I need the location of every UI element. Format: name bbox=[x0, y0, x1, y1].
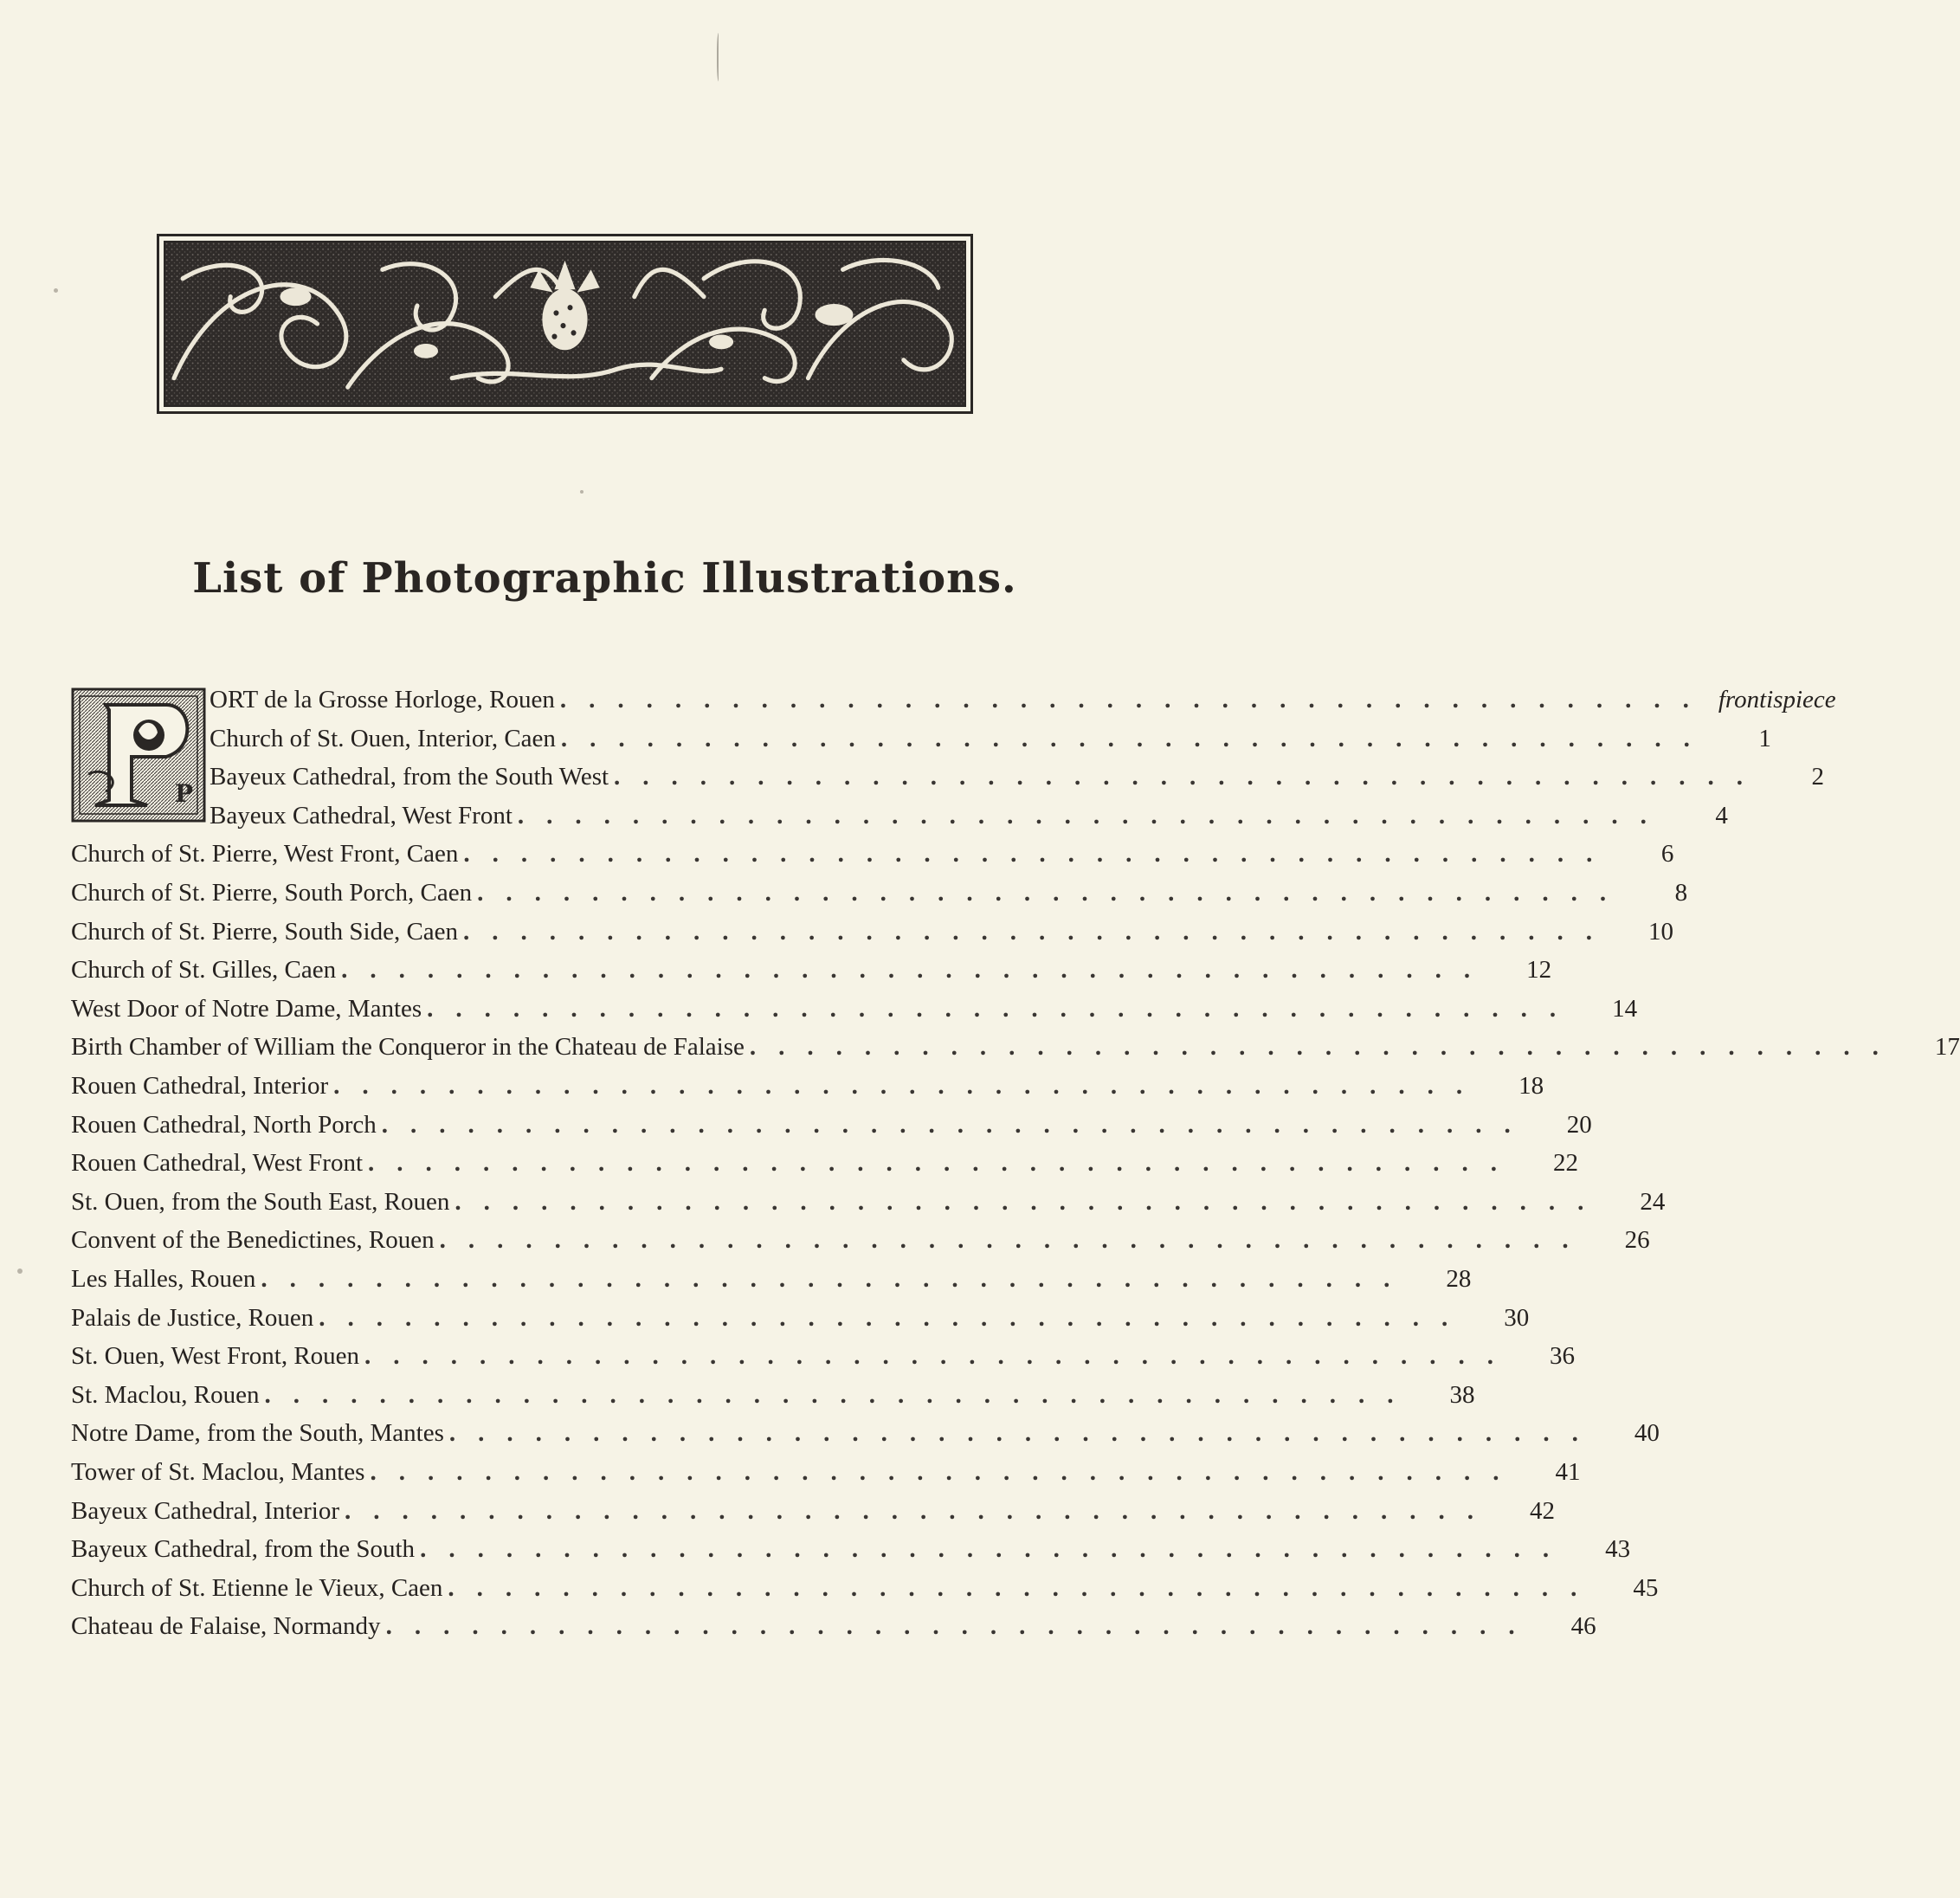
entry-page-number: 41 bbox=[1555, 1458, 1581, 1486]
entry-page-number: 6 bbox=[1660, 840, 1674, 868]
dot-leader: ........................................ bbox=[517, 802, 1669, 830]
list-item bbox=[71, 1571, 1659, 1605]
entry-page-number: 14 bbox=[1612, 995, 1638, 1023]
entry-title: West Door of Notre Dame, Mantes bbox=[71, 995, 422, 1023]
entry-page-number: 46 bbox=[1570, 1612, 1596, 1640]
list-item bbox=[71, 1146, 1579, 1180]
list-item bbox=[71, 991, 1638, 1026]
paper-speck bbox=[17, 1269, 23, 1274]
dot-leader: ........................................ bbox=[264, 1381, 1416, 1409]
dot-leader: ........................................ bbox=[448, 1574, 1600, 1602]
entry-title: Church of St. Pierre, South Porch, Caen bbox=[71, 879, 473, 907]
entry-title: Church of St. Gilles, Caen bbox=[71, 956, 337, 984]
dot-leader: ........................................ bbox=[439, 1226, 1591, 1254]
list-item bbox=[71, 1455, 1581, 1489]
dot-leader: ........................................ bbox=[261, 1265, 1413, 1293]
list-item bbox=[210, 798, 1728, 833]
dot-leader: ........................................ bbox=[345, 1497, 1497, 1525]
entry-page-number: 8 bbox=[1674, 879, 1688, 907]
list-item bbox=[71, 1068, 1544, 1103]
list-item bbox=[71, 1185, 1666, 1219]
dot-leader: ........................................ bbox=[341, 956, 1493, 984]
entry-page-number: 22 bbox=[1553, 1149, 1579, 1177]
entry-page-number: 36 bbox=[1550, 1342, 1576, 1370]
entry-title: Rouen Cathedral, North Porch bbox=[71, 1111, 377, 1139]
entry-title: Church of St. Pierre, South Side, Caen bbox=[71, 918, 459, 946]
entry-title: Church of St. Pierre, West Front, Caen bbox=[71, 840, 459, 868]
entry-title: Birth Chamber of William the Conqueror in the Chateau de Falaise bbox=[71, 1033, 745, 1061]
entry-page-number: 45 bbox=[1633, 1574, 1659, 1602]
entry-title: Bayeux Cathedral, from the South bbox=[71, 1535, 416, 1563]
dot-leader: ........................................ bbox=[455, 1188, 1607, 1216]
entry-page-number: 2 bbox=[1811, 763, 1825, 791]
list-item bbox=[71, 1262, 1472, 1296]
entry-title: Les Halles, Rouen bbox=[71, 1265, 256, 1293]
entry-title: Bayeux Cathedral, from the South West bbox=[210, 763, 609, 791]
entry-title: Church of St. Etienne le Vieux, Caen bbox=[71, 1574, 443, 1602]
entry-page-number: 17 bbox=[1934, 1033, 1960, 1061]
entry-page-number: 38 bbox=[1449, 1381, 1475, 1409]
list-item bbox=[71, 1107, 1592, 1142]
list-item bbox=[71, 1609, 1596, 1643]
list-item bbox=[71, 836, 1674, 871]
entry-title: Rouen Cathedral, West Front bbox=[71, 1149, 364, 1177]
dot-leader: ........................................ bbox=[614, 763, 1766, 791]
entry-page-number: 28 bbox=[1446, 1265, 1472, 1293]
entry-title: St. Maclou, Rouen bbox=[71, 1381, 260, 1409]
entry-page-number: frontispiece bbox=[1718, 686, 1836, 713]
entry-title: St. Ouen, West Front, Rouen bbox=[71, 1342, 360, 1370]
dot-leader: ........................................ bbox=[448, 1419, 1601, 1447]
pencil-mark bbox=[717, 33, 721, 81]
dot-leader: ........................................ bbox=[364, 1342, 1517, 1370]
entry-page-number: 40 bbox=[1634, 1419, 1660, 1447]
list-item bbox=[71, 1532, 1631, 1566]
entry-page-number: 20 bbox=[1566, 1111, 1592, 1139]
entry-page-number: 4 bbox=[1715, 802, 1728, 830]
entry-page-number: 43 bbox=[1605, 1535, 1631, 1563]
drop-cap-letter: P bbox=[175, 779, 194, 808]
paper-speck bbox=[54, 288, 58, 293]
dot-leader: ........................................ bbox=[370, 1458, 1522, 1486]
dot-leader: ........................................ bbox=[749, 1033, 1901, 1061]
entry-title: Church of St. Ouen, Interior, Caen bbox=[210, 725, 556, 752]
list-item bbox=[71, 914, 1674, 949]
entry-title: ORT de la Grosse Horloge, Rouen bbox=[210, 686, 555, 713]
entry-title: Tower of St. Maclou, Mantes bbox=[71, 1458, 365, 1486]
dot-leader: ........................................ bbox=[463, 840, 1615, 868]
list-item bbox=[210, 759, 1825, 794]
entry-title: Bayeux Cathedral, Interior bbox=[71, 1497, 340, 1525]
entry-title: Chateau de Falaise, Normandy bbox=[71, 1612, 381, 1640]
entry-page-number: 30 bbox=[1504, 1304, 1530, 1332]
entry-title: Notre Dame, from the South, Mantes bbox=[71, 1419, 444, 1447]
list-item bbox=[71, 1378, 1475, 1412]
dot-leader: ........................................ bbox=[381, 1111, 1533, 1139]
list-item bbox=[71, 952, 1552, 987]
list-item bbox=[71, 1223, 1650, 1257]
entry-title: Rouen Cathedral, Interior bbox=[71, 1072, 329, 1100]
dot-leader: ........................................ bbox=[385, 1612, 1538, 1640]
entry-page-number: 42 bbox=[1530, 1497, 1556, 1525]
entry-page-number: 26 bbox=[1624, 1226, 1650, 1254]
list-item bbox=[71, 875, 1688, 910]
dot-leader: ........................................ bbox=[427, 995, 1579, 1023]
drop-cap bbox=[71, 688, 206, 823]
dot-leader: ........................................ bbox=[368, 1149, 1520, 1177]
dot-leader: ........................................ bbox=[420, 1535, 1572, 1563]
list-item bbox=[71, 1030, 1960, 1064]
dot-leader: ........................................ bbox=[319, 1304, 1471, 1332]
entry-title: Palais de Justice, Rouen bbox=[71, 1304, 314, 1332]
entry-page-number: 18 bbox=[1518, 1072, 1544, 1100]
list-item bbox=[71, 1416, 1660, 1450]
dot-leader: ........................................ bbox=[560, 725, 1712, 752]
entry-page-number: 10 bbox=[1648, 918, 1674, 946]
foliage-ornament-icon bbox=[165, 242, 964, 405]
list-item bbox=[71, 1301, 1530, 1335]
ornamental-headpiece bbox=[157, 234, 973, 414]
list-item bbox=[71, 1494, 1556, 1528]
dot-leader: ........................................ bbox=[333, 1072, 1486, 1100]
page-title: List of Photographic Illustrations. bbox=[192, 554, 1017, 603]
decorated-initial-icon bbox=[71, 688, 206, 823]
list-item bbox=[210, 682, 1836, 717]
paper-speck bbox=[580, 490, 583, 494]
entry-title: Convent of the Benedictines, Rouen bbox=[71, 1226, 435, 1254]
list-item bbox=[71, 1339, 1576, 1373]
list-item bbox=[210, 721, 1771, 756]
entry-page-number: 1 bbox=[1758, 725, 1771, 752]
entry-page-number: 24 bbox=[1640, 1188, 1666, 1216]
dot-leader: ........................................ bbox=[477, 879, 1629, 907]
dot-leader: ........................................ bbox=[559, 686, 1712, 713]
dot-leader: ........................................ bbox=[463, 918, 1615, 946]
entry-title: Bayeux Cathedral, West Front bbox=[210, 802, 513, 830]
entry-title: St. Ouen, from the South East, Rouen bbox=[71, 1188, 450, 1216]
entry-page-number: 12 bbox=[1526, 956, 1552, 984]
